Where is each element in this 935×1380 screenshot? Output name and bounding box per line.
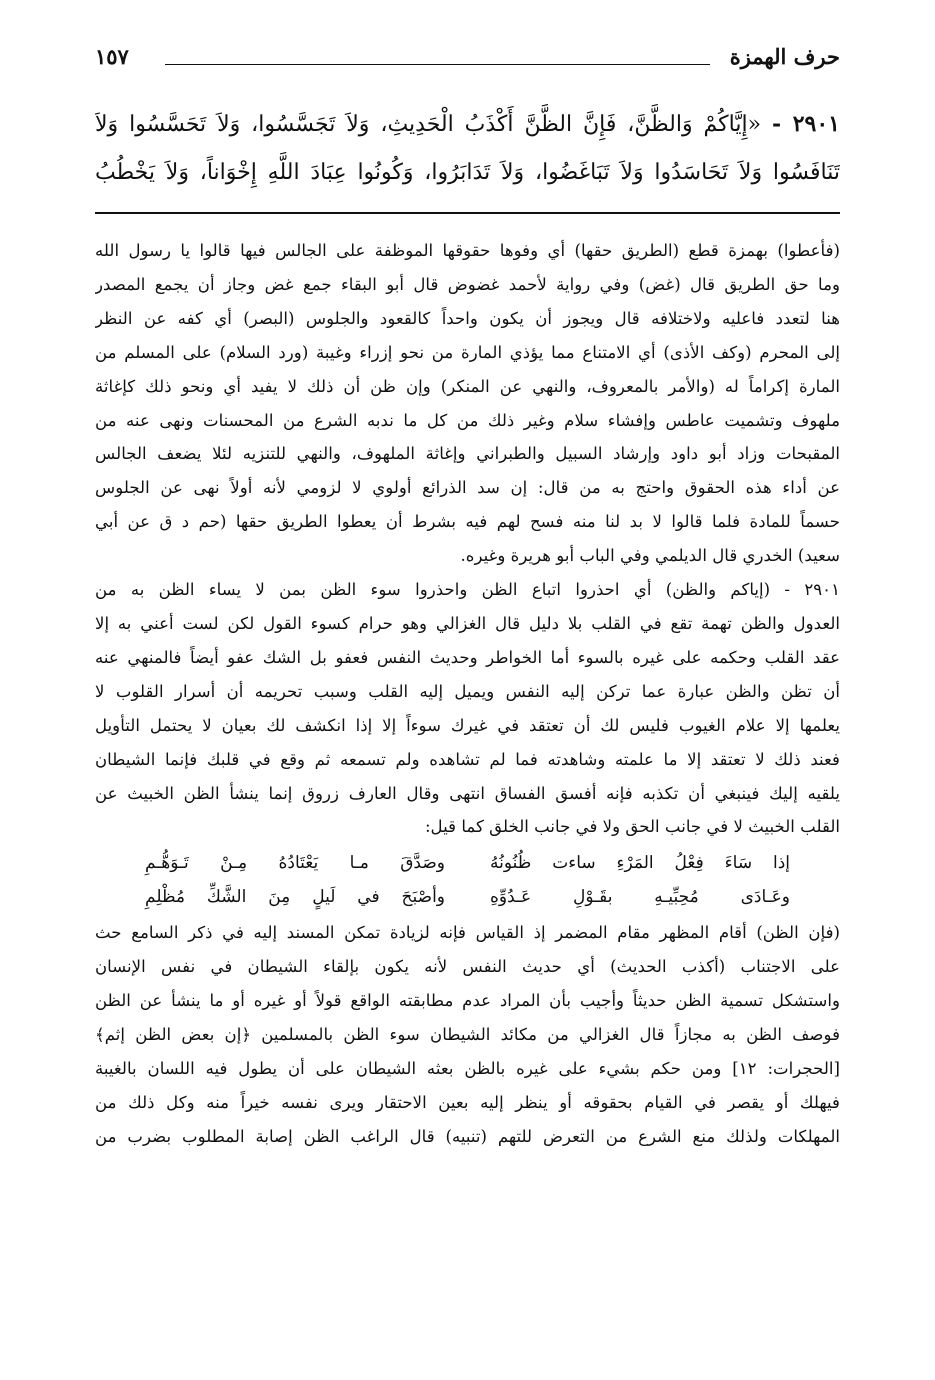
text-line: ٢٩٠١ - (إياكم والظن) أي احذروا اتباع الظن واحذروا سوء الظن بمن لا يساء الظن به من	[95, 580, 840, 600]
text-line: يعلمها إلا علام الغيوب فليس لك أن تعتقد في غيرك سوءاً إلا إذا انكشف لك بعيان لا يحتمل التأويل	[95, 715, 840, 735]
text-line: ملهوف وتشميت عاطس وإفشاء سلام وغير ذلك من كل ما ندبه الشرع من المحسنات ونهى عنه من	[95, 410, 840, 430]
text-line: (فأعطوا) بهمزة قطع (الطريق حقها) أي وفوها حقوقها الموظفة على الجالس فيها قالوا يا رسول الله	[95, 241, 840, 260]
text-line: [الحجرات: ١٢] ومن حكم بشيء على غيره بالظن بعثه الشيطان على أن يطول فيه اللسان بالغيبة	[95, 1058, 840, 1078]
text-line: أن تظن والظن عبارة عما تركن إليه النفس ويميل إليه القلب وسبب تحريمه أن أسرار القلوب لا	[95, 681, 840, 701]
text-line: واستشكل تسمية الظن حديثاً وأجيب بأن المراد عدم مطابقته الواقع قولاً أو غيره أو ما ينشأ عن الظن	[95, 991, 840, 1011]
text-line: فيهلك أو يقصر في القيام بحقوقه أو ينظر إليه بعين الاحتقار ويرى نفسه خيراً منه وكل ذلك من	[95, 1092, 840, 1112]
text-line: المهلكات ولذلك منع الشرع من التعرض للتهم (تنبيه) قال الراغب الظن إصابة المطلوب بضرب من	[95, 1126, 840, 1146]
hadith-text	[95, 100, 840, 197]
text-line: يلقيه إليك فينبغي أن تكذبه فإنه أفسق الفساق انتهى وقال العارف زروق إنما ينشأ الظن الخبيث عن	[95, 783, 840, 803]
page-header	[95, 40, 840, 80]
hadith-line: ٢٩٠١ - «إِيَّاكُمْ وَالظَّنَّ، فَإِنَّ الظَّنَّ أَكْذَبُ الْحَدِيثِ، وَلاَ تَجَسَّسُوا، وَلاَ تَحَسَّسُوا وَلاَ	[95, 111, 840, 137]
text-line: القلب الخبيث لا في جانب الحق ولا في جانب الخلق كما قيل:	[424, 817, 840, 837]
poem-hemistich: وأصْبَحَ في لَيلٍ مِنَ الشَّكِّ مُظْلِمِ	[145, 887, 445, 908]
poem-hemistich: وصَدَّقَ مـا يَعْتَادُهُ مِـنْ تَـوَهُّـمِ	[145, 853, 445, 874]
poem-hemistich: إذا سَاءَ فِعْلُ المَرْءِ ساءت ظُنُونُهُ	[490, 853, 790, 874]
poem-verse	[95, 880, 840, 914]
page-number: ١٥٧	[95, 44, 129, 69]
text-line: العدول والظن تهمة تقع في القلب بلا دليل قال الغزالي وهو حرام كسوء القول لكن لست أعني به إلا	[95, 613, 840, 633]
text-line: وما حق الطريق قال (غض) وفي رواية لأحمد غضوض قال أبو البقاء جمع غض وجاز أن يجمع المصدر	[95, 274, 840, 294]
text-line: حسماً للمادة فلما قالوا لا بد لنا منه فسح لهم فيه بشرط أن يعطوا الطريق حقها (حم د ق عن أبي	[95, 512, 840, 532]
poem-verse	[95, 846, 840, 880]
poem-hemistich: وعَـادَى مُحِبِّيـهِ بقَـوْلِ عَـدُوِّهِ	[490, 887, 790, 908]
section-divider	[95, 212, 840, 214]
text-line: (فإن الظن) أقام المظهر مقام المضمر إذ القياس فإنه لزيادة تمكن المسند إليه في ذكر السامع حث	[95, 923, 840, 943]
text-line: فعند ذلك لا تعتقد إلا ما علمته وشاهدته فما لم تشاهده ولم تسمعه ثم وقع في قلبك فإنما الشيطان	[95, 749, 840, 769]
commentary-paragraph-3	[95, 916, 840, 1153]
poem	[95, 844, 840, 916]
commentary-paragraph-1	[95, 234, 840, 573]
text-line: هنا لتعدد فاعليه ولاختلافه قال ويجوز أن يكون واحداً كالقعود والجلوس (البصر) أي كفه عن النظر	[95, 308, 840, 328]
commentary-paragraph-2	[95, 573, 840, 844]
text-line: المارة إكراماً له (والأمر بالمعروف، والنهي عن المنكر) وإن ظن أن ذلك لا يفيد أي ونحو ذلك كإغاثة	[95, 376, 840, 396]
text-line: سعيد) الخدري قال الديلمي وفي الباب أبو هريرة وغيره.	[460, 546, 840, 566]
hadith-line: تَنَافَسُوا وَلاَ تَحَاسَدُوا وَلاَ تَبَاغَضُوا، وَلاَ تَدَابَرُوا، وَكُونُوا عِبَادَ اللَّهِ إِخْوَاناً، وَلاَ يَخْطُبُ	[95, 160, 840, 185]
text-line: عن أداء هذه الحقوق واحتج به من قال: إن سد الذرائع أولوي لا لزومي لأنه أولاً نهى عن الجلوس	[95, 478, 840, 498]
text-line: إلى المحرم (وكف الأذى) أي الامتناع مما يؤذي المارة من نحو إزراء وغيبة (ورد السلام) على المسلم من	[95, 342, 840, 362]
hadith-number: ٢٩٠١ -	[772, 111, 840, 137]
text-line: فوصف الظن به مجازاً قال الغزالي من مكائد الشيطان سوء الظن بالمسلمين ﴿إن بعض الظن إثم﴾	[95, 1025, 840, 1045]
text-line: عقد القلب وحكمه على غيره بالسوء أما الخواطر وحديث النفس فعفو بل الشك عفو أيضاً فالمنهي عنه	[95, 647, 840, 667]
text-line: على الاجتناب (أكذب الحديث) أي حديث النفس لأنه يكون بإلقاء الشيطان في نفس الإنسان	[95, 957, 840, 977]
text-line: المقبحات وزاد أبو داود وإرشاد السبيل والطبراني وإغاثة الملهوف، والنهي للتنزيه لئلا يضعف الجالس	[95, 444, 840, 464]
commentary	[95, 234, 840, 1154]
header-rule	[165, 64, 710, 65]
running-title: حرف الهمزة	[729, 44, 840, 69]
